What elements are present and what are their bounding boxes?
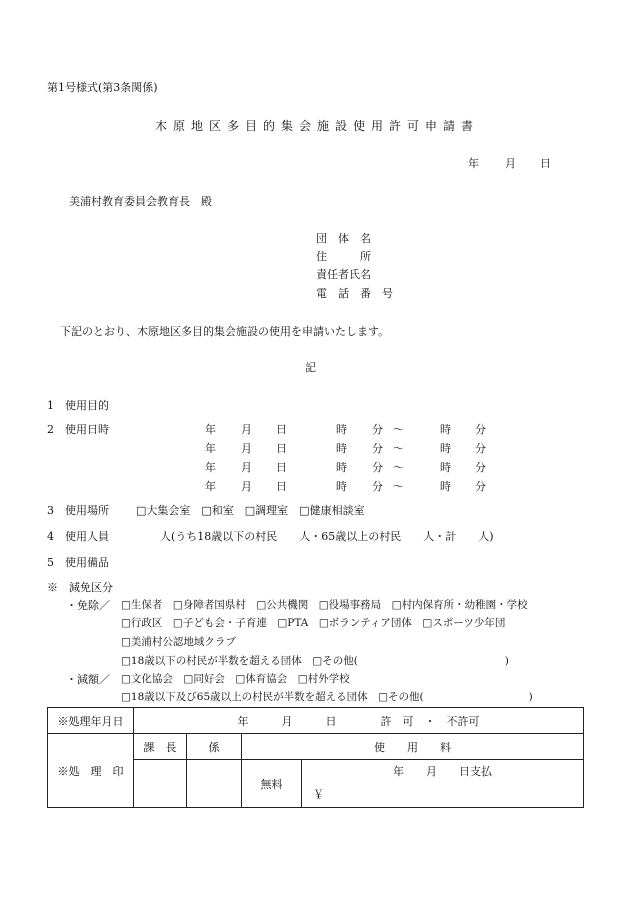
dt-month: 月 xyxy=(241,442,252,455)
dt-day: 日 xyxy=(276,442,287,455)
item-reduction: ※ 減免区分 xyxy=(47,581,113,594)
date-month: 月 xyxy=(505,157,516,170)
dt-tilde: 〜 xyxy=(393,423,404,436)
free-label: 無料 xyxy=(242,760,302,808)
addressee: 美浦村教育委員会教育長 殿 xyxy=(69,195,212,208)
page-title: 木原地区多目的集会施設使用許可申請書 xyxy=(155,119,480,133)
dt-min-end: 分 xyxy=(475,423,486,436)
dt-hour-end: 時 xyxy=(440,480,451,493)
form-number: 第1号様式(第3条関係) xyxy=(47,81,158,94)
discount-line: □文化協会 □同好会 □体育協会 □村外学校 xyxy=(121,673,350,685)
dt-min-end: 分 xyxy=(475,480,486,493)
date-day: 日 xyxy=(540,157,551,170)
date-year: 年 xyxy=(468,157,479,170)
chief-header: 課 長 xyxy=(134,734,187,760)
dt-year: 年 xyxy=(205,480,216,493)
processing-date-label: ※処理年月日 xyxy=(48,708,134,734)
dt-min-end: 分 xyxy=(475,442,486,455)
discount-line: □18歳以下及び65歳以上の村民が半数を超える団体 □その他( ) xyxy=(121,691,533,703)
fee-amount xyxy=(302,782,584,808)
dt-month: 月 xyxy=(241,461,252,474)
intro-text: 下記のとおり、木原地区多目的集会施設の使用を申請いたします。 xyxy=(60,325,390,338)
item-place: 3 使用場所 xyxy=(47,504,109,517)
exemption-line: □18歳以下の村民が半数を超える団体 □その他( ) xyxy=(121,655,509,667)
dt-hour-end: 時 xyxy=(440,461,451,474)
fee-header: 使 用 料 xyxy=(242,734,584,760)
item-purpose: 1 使用目的 xyxy=(47,399,109,412)
dt-min: 分 xyxy=(372,442,383,455)
dt-month: 月 xyxy=(241,480,252,493)
dt-tilde: 〜 xyxy=(393,480,404,493)
group-name-label: 団 体 名 xyxy=(316,232,371,245)
dt-day: 日 xyxy=(276,461,287,474)
dt-year: 年 xyxy=(205,442,216,455)
dt-hour: 時 xyxy=(336,442,347,455)
dt-month: 月 xyxy=(241,423,252,436)
dt-min: 分 xyxy=(372,480,383,493)
exemption-line: □行政区 □子ども会・子育連 □PTA □ボランティア団体 □スポーツ少年団 xyxy=(121,617,506,629)
dt-hour: 時 xyxy=(336,480,347,493)
exemption-label: ・免除／ xyxy=(66,599,110,612)
ki-label: 記 xyxy=(305,361,316,374)
staff-header: 係 xyxy=(187,734,242,760)
item-datetime: 2 使用日時 xyxy=(47,423,109,436)
dt-min: 分 xyxy=(372,461,383,474)
people-breakdown: 人(うち18歳以下の村民 人・65歳以上の村民 人・計 人) xyxy=(160,530,494,543)
responsible-label: 責任者氏名 xyxy=(316,268,371,281)
exemption-line: □美浦村公認地域クラブ xyxy=(121,636,236,648)
dt-day: 日 xyxy=(276,423,287,436)
dt-tilde: 〜 xyxy=(393,442,404,455)
dt-hour-end: 時 xyxy=(440,423,451,436)
staff-stamp-box xyxy=(187,760,242,808)
exemption-line: □生保者 □身障者国県村 □公共機関 □役場事務局 □村内保育所・幼稚園・学校 xyxy=(121,599,528,611)
processing-table xyxy=(47,707,584,808)
dt-year: 年 xyxy=(205,423,216,436)
paid-date: 年 月 日支払 xyxy=(302,760,584,782)
item-equipment: 5 使用備品 xyxy=(47,556,109,569)
dt-min: 分 xyxy=(372,423,383,436)
yen-sign: ￥ xyxy=(313,788,324,802)
address-label: 住 所 xyxy=(316,250,371,263)
phone-label: 電 話 番 号 xyxy=(316,287,393,300)
dt-hour-end: 時 xyxy=(440,442,451,455)
processing-stamp-label: ※処 理 印 xyxy=(48,734,134,808)
processing-date-value: 年 月 日 許 可 ・ 不許可 xyxy=(134,708,584,734)
dt-tilde: 〜 xyxy=(393,461,404,474)
dt-hour: 時 xyxy=(336,423,347,436)
place-options: □大集会室 □和室 □調理室 □健康相談室 xyxy=(136,504,365,517)
dt-year: 年 xyxy=(205,461,216,474)
dt-min-end: 分 xyxy=(475,461,486,474)
item-people: 4 使用人員 xyxy=(47,530,109,543)
dt-hour: 時 xyxy=(336,461,347,474)
dt-day: 日 xyxy=(276,480,287,493)
chief-stamp-box xyxy=(134,760,187,808)
discount-label: ・減額／ xyxy=(66,673,110,686)
